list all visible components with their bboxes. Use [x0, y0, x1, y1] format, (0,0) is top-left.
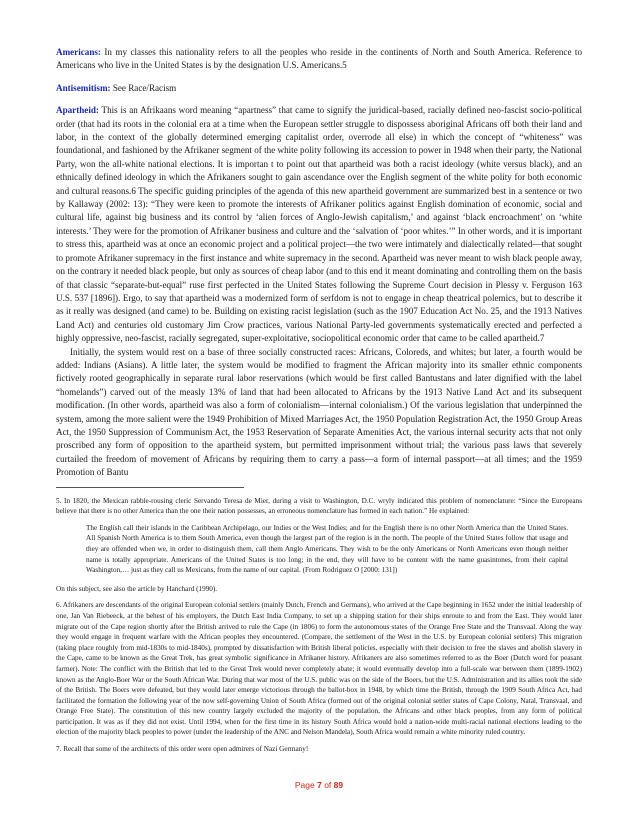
- definition-apartheid-p2: Initially, the system would rest on a base of three socially constructed races: Africans, Coloreds, and whites; but later, a fourth would be added: Indians (Asians). A little later, the system would be modified to fragment the African majority into its smaller ethnic components fictively rooted geographically in separate rural labor reservations (which would be first called Bantustans and later dignified with the label “homelands”) carved out of the measly 13% of land that had been allocated to Africans by the 1913 Native Land Act and its subsequent modification. (In other words, apartheid was also a form of colonialism—internal colonialism.) Of the various legislation that underpinned the system, among the more salient were the 1949 Prohibition of Mixed Marriages Act, the 1950 Population Registration Act, the 1950 Group Areas Act, the 1950 Suppression of Communism Act, the 1953 Reservation of Separate Amenities Act, the various internal security acts that not only proscribed any form of opposition to the apartheid system, but permitted imprisonment without trial; the various pass laws that severely curtailed the freedom of movement of Africans by requiring them to carry a pass—a form of internal passport—at all times; and the 1959 Promotion of Bantu: [56, 346, 582, 478]
- term-apartheid: Apartheid:: [56, 105, 99, 116]
- footnote-6: 6. Afrikaners are descendants of the original European colonial settlers (mainly Dutch, French and Germans), who arrived at the Cape beginning in 1652 under the initial leadership of one, Jan Van Riebeeck, at the behest of his employers, the Dutch East India Company, to set up a shipping station for their ships enroute to and from the East. They would later migrate out of the Cape region shortly after the British arrived to rule the Cape (in 1806) to form the autonomous states of the Orange Free State and the Transvaal. Along the way they would engage in frequent warfare with the African peoples they encountered. (Compare, the settlement of the West in the U.S. by European colonial settlers) This migration (taking place roughly from mid-1830s to mid-1840s), prompted by dissatisfaction with British liberal policies, especially with their decision to free the slaves and abolish slavery in the Cape, came to be known as the Great Trek, has great symbolic significance in Afrikaner history. Afrikaners are also sometimes referred to as the Boer (Dutch word for peasant farmer). Note: The conflict with the British that led to the Great Trek would never completely abate; it would eventually develop into a full-scale war between them (1899-1902) known as the Anglo-Boer War or the South African War. During that war most of the U.S. public was on the side of the Boers, but the U.S. Administration and its allies took the side of the British. The Boers were defeated, but they would later emerge victorious through the ballot-box in 1948, by which time the British, through the 1909 South Africa Act, had facilitated the formation the following year of the now self-governing Union of South Africa (formed out of the original colonial settler states of Cape Colony, Natal, Transvaal, and Orange Free State). The constitution of this new country largely excluded the majority of the population, the Africans and other black peoples, from any form of political participation. It was as if they did not exist. Until 1994, when for the first time in its history South Africa would hold a nation-wide multi-racial national elections leading to the election of the majority black peoples to power (under the leadership of the ANC and Nelson Mandela), South Africa would remain a white minority ruled country.: [56, 601, 582, 737]
- definition-americans: In my classes this nationality refers to all the peoples who reside in the continents of North and South America. Reference to Americans who live in the United States is by the designation U.S. Americans.5: [56, 47, 582, 71]
- footnote-5: 5. In 1820, the Mexican rabble-rousing cleric Servando Teresa de Mier, during a visit to Washington, D.C. wryly indicated this problem of nomenclature: “Since the Europeans believe that there is no other America than the one their nation possesses, an erroneous nomenclature has formed in each nation.” He explained:: [56, 496, 582, 516]
- footer-page-prefix: Page: [294, 780, 318, 790]
- definition-antisemitism: See Race/Racism: [110, 82, 177, 93]
- footer-page-of: of: [321, 780, 334, 790]
- entry-apartheid: [56, 104, 582, 345]
- page-footer: [0, 780, 638, 790]
- term-antisemitism: Antisemitism:: [56, 82, 111, 93]
- entry-americans: [56, 46, 582, 73]
- footnote-5-note: On this subject, see also the article by Hanchard (1990).: [56, 584, 218, 593]
- definition-apartheid-p1: This is an Afrikaans word meaning “apartness” that came to signify the juridical-based, racially defined neo-fascist socio-political order (that had its roots in the colonial era at a time when the European settler struggle to dispossess aboriginal Africans off both their land and labor, in the context of the globally determined emerging capitalist order, overrode all else) in which the concept of “whiteness” was foundational, and fashioned by the Afrikaner segment of the white polity following its accession to power in 1948 when their party, the National Party, won the all-white national elections. It is importan t to point out that apartheid was both a racist ideology (white versus black), and an ethnically defined ideology in which the Afrikaners sought to gain ascendance over the English segment of the white polity for both economic and cultural reasons.6 The specific guiding principles of the agenda of this new apartheid government are summarized best in a sentence or two by Kallaway (2002: 13): “They were keen to promote the interests of Afrikaner politics against English domination of economic, social and cultural life, against big business and its control by ‘alien forces of Anglo-Jewish capitalism,’ and against ‘black encroachment’ on ‘white interests.’ They were for the promotion of Afrikaner business and culture and the ‘salvation of ‘poor whites.’” In other words, and it is important to stress this, apartheid was at once an economic project and a political project—the two were intimately and dialectically related—that sought to promote Afrikaner supremacy in the first instance and white supremacy in the second. Apartheid was never meant to wish black people away, on the contrary it needed black people, but only as sources of cheap labor (and to this end it meant dominating and controlling them on the basis of that classic “separate-but-equal” ruse first perfected in the United States following the Supreme Court decision in Plessy v. Ferguson 163 U.S. 537 [1896]). Ergo, to say that apartheid was a modernized form of serfdom is not to engage in cheap theatrical polemics, but to describe it as it really was designed (and came) to be. Building on existing racist legislation (such as the 1907 Education Act No. 25, and the 1913 Natives Land Act) and centuries old customary Jim Crow practices, various National Party-led governments systematically erected and perfected a highly oppressive, neo-fascist, racially segregated, super-exploitative, sociopolitical economic order that came to be called apartheid.7: [56, 105, 582, 344]
- page-content: [56, 46, 582, 761]
- footnote-divider: [56, 487, 244, 488]
- term-americans: Americans:: [56, 47, 101, 57]
- footnote-7: 7. Recall that some of the architects of this order were open admirers of Nazi Germany!: [56, 745, 309, 754]
- footer-current-page: 7: [317, 780, 322, 790]
- entry-antisemitism: [56, 82, 582, 95]
- footnote-5-quote: The English call their islands in the Caribbean Archipelago, our Indies or the West Indies; and for the English there is no other North America than the United States. All Spanish North America is to them South America, even though the largest part of the region is in the north. The people of the United States follow that usage and they are offended when we, in order to distinguish them, call them Anglo Americans. They wish to be the only Americans or North Americans even though neither name is totally appropriate. Americans of the United States is too long; in the end, they will have to be content with the name guasintones, from their capital Washington,… just as they call us Mexicans, from the name of our capital. (From Rodriguez O [2000: 131]): [86, 523, 568, 575]
- footer-total-pages: 89: [333, 780, 344, 790]
